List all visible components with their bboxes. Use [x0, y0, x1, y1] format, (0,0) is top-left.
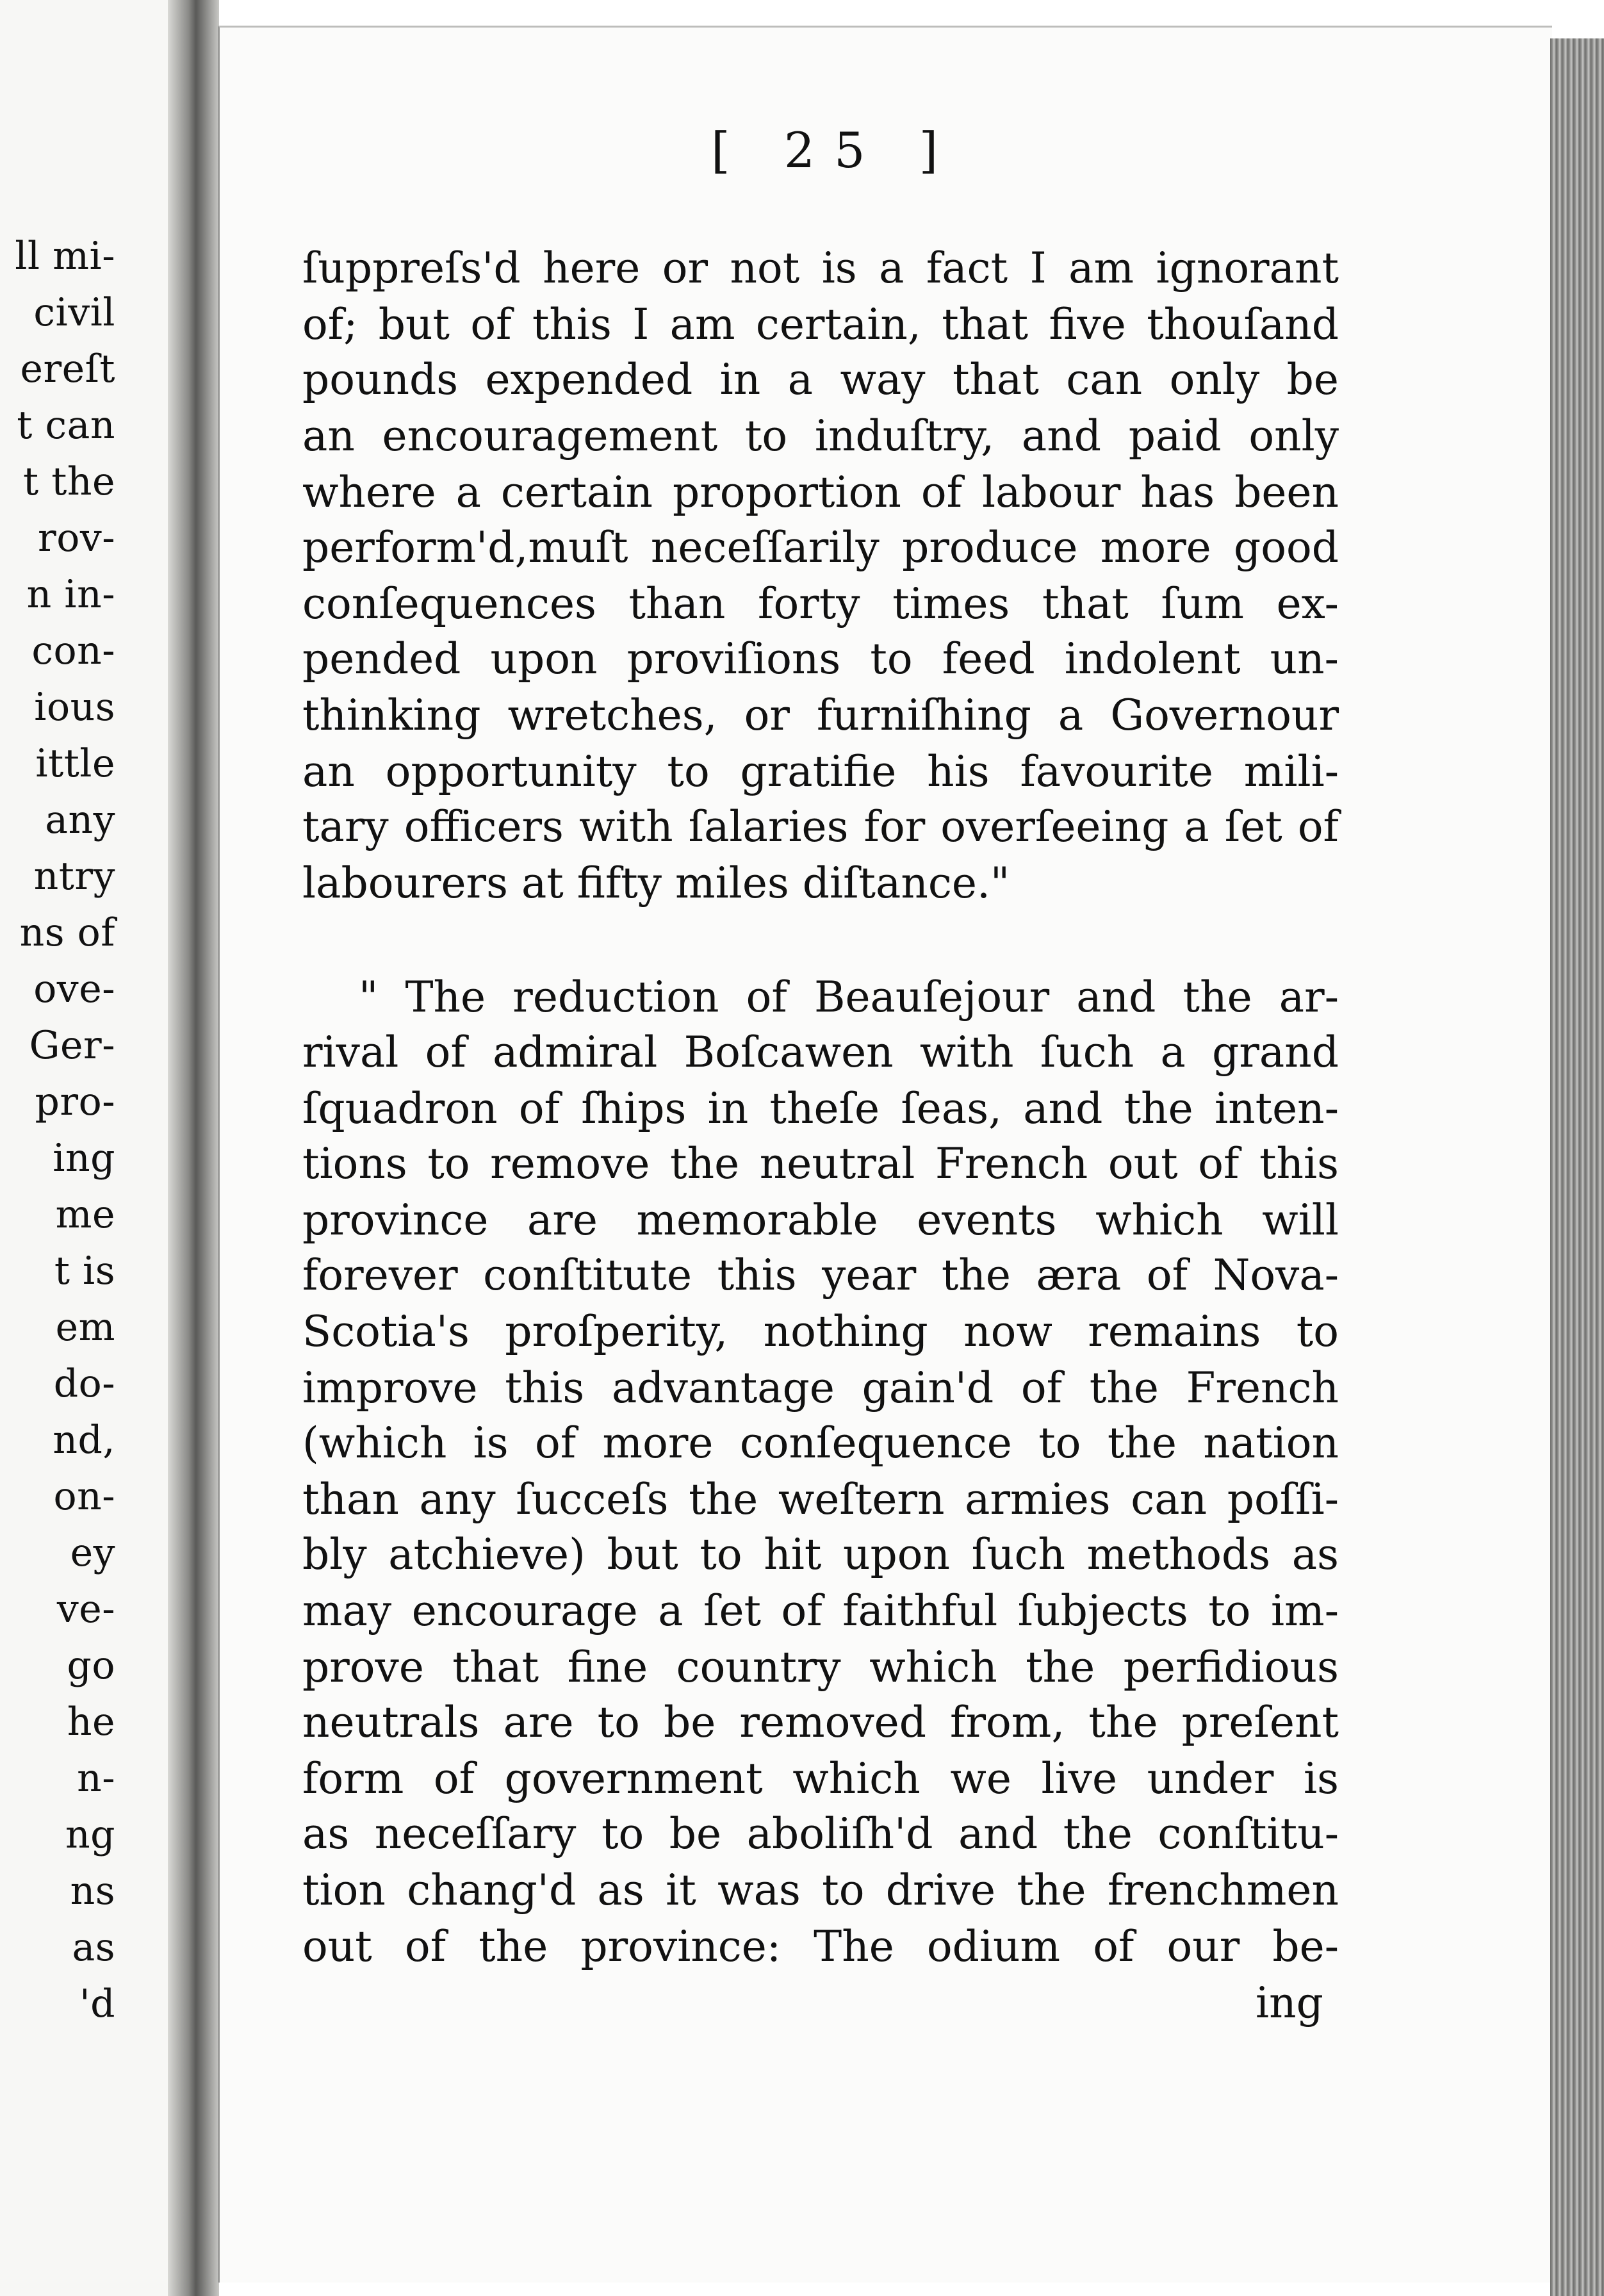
left-margin-line: ittle — [35, 741, 115, 786]
left-margin-line: any — [45, 798, 115, 842]
body-text-line: Scotia's proſperity, nothing now remains to — [302, 1307, 1339, 1356]
body-text-line: forever conſtitute this year the æra of Nova- — [302, 1250, 1339, 1300]
body-text-line: thinking wretches, or furniſhing a Governour — [302, 691, 1339, 740]
body-text-line: tion chang'd as it was to drive the frenchmen — [302, 1866, 1339, 1915]
left-margin-line: pro- — [35, 1079, 115, 1124]
left-margin-line: ll mi- — [15, 234, 115, 279]
body-text-line: ſquadron of ſhips in theſe ſeas, and the inten- — [302, 1084, 1339, 1133]
left-margin-line: ing — [53, 1136, 115, 1181]
body-text-line: bly atchieve) but to hit upon ſuch methods as — [302, 1530, 1339, 1579]
body-text-line: ſuppreſs'd here or not is a fact I am ignorant — [302, 243, 1339, 293]
left-margin-line: n- — [77, 1756, 115, 1801]
body-text-line: an opportunity to gratifie his favourite mili- — [302, 747, 1339, 796]
left-margin-line: t the — [23, 459, 115, 504]
left-margin-line: n in- — [26, 572, 115, 617]
left-margin-line: go — [67, 1643, 115, 1688]
left-margin-line: as — [72, 1925, 115, 1970]
left-margin-line: nd, — [53, 1418, 115, 1463]
body-text-line: prove that fine country which the perfidious — [302, 1643, 1339, 1692]
left-margin-line: on- — [53, 1474, 115, 1519]
left-margin-line: ereſt — [20, 347, 115, 391]
body-text-line: (which is of more conſequence to the nation — [302, 1418, 1339, 1468]
page-number: [ 25 ] — [711, 122, 958, 179]
body-text-line: " The reduction of Beauſejour and the ar- — [359, 972, 1339, 1022]
left-margin-line: Ger- — [29, 1023, 115, 1068]
left-margin-line: t is — [54, 1249, 115, 1293]
left-margin-line: 'd — [79, 1981, 115, 2026]
left-margin-line: ns of — [19, 910, 115, 955]
left-margin-line: ove- — [33, 967, 115, 1012]
body-text-line: form of government which we live under is — [302, 1754, 1339, 1803]
left-margin-line: rov- — [38, 516, 115, 561]
body-text-line: labourers at fifty miles diſtance." — [302, 858, 1010, 908]
body-text-line: pounds expended in a way that can only be — [302, 355, 1339, 404]
body-text-line: neutrals are to be removed from, the preſent — [302, 1698, 1339, 1747]
left-margin-line: ntry — [33, 854, 115, 899]
body-text-line: pended upon proviſions to feed indolent un- — [302, 634, 1339, 684]
body-text-line: tions to remove the neutral French out of this — [302, 1139, 1339, 1188]
page-edge-stack — [1550, 38, 1604, 2296]
body-text-line: improve this advantage gain'd of the French — [302, 1363, 1339, 1413]
left-margin-line: em — [55, 1305, 115, 1350]
catchword: ing — [1256, 1978, 1323, 2028]
body-text-line: of; but of this I am certain, that five thouſand — [302, 300, 1339, 349]
left-margin-line: me — [55, 1192, 115, 1237]
body-text-line: rival of admiral Boſcawen with ſuch a grand — [302, 1028, 1339, 1077]
body-text-line: tary officers with ſalaries for overſeeing a ſet of — [302, 802, 1339, 851]
body-text-line: perform'd,muſt neceſſarily produce more good — [302, 523, 1339, 572]
body-text-line: may encourage a ſet of faithful ſubjects to im- — [302, 1586, 1339, 1636]
body-text-line: out of the province: The odium of our be- — [302, 1922, 1339, 1971]
left-margin-line: ve- — [56, 1587, 115, 1632]
left-margin-line: t can — [17, 403, 115, 448]
left-margin-line: ey — [70, 1530, 115, 1575]
left-margin-line: ng — [65, 1812, 115, 1857]
body-text-line: conſequences than forty times that ſum ex- — [302, 579, 1339, 628]
book-gutter — [168, 0, 219, 2296]
body-text-line: where a certain proportion of labour has been — [302, 468, 1339, 517]
left-margin-line: do- — [53, 1361, 115, 1406]
left-margin-line: ious — [34, 685, 115, 730]
body-text-line: province are memorable events which will — [302, 1195, 1339, 1245]
left-page-fragment — [0, 0, 192, 2296]
left-margin-line: he — [67, 1700, 115, 1744]
body-text-line: than any ſucceſs the weſtern armies can poſſi- — [302, 1475, 1339, 1524]
body-text-line: an encouragement to induſtry, and paid only — [302, 411, 1339, 461]
left-margin-line: civil — [33, 290, 115, 335]
left-margin-line: con- — [31, 628, 115, 673]
body-text-line: as neceſſary to be aboliſh'd and the conſtitu- — [302, 1809, 1339, 1858]
left-margin-line: ns — [70, 1869, 115, 1914]
